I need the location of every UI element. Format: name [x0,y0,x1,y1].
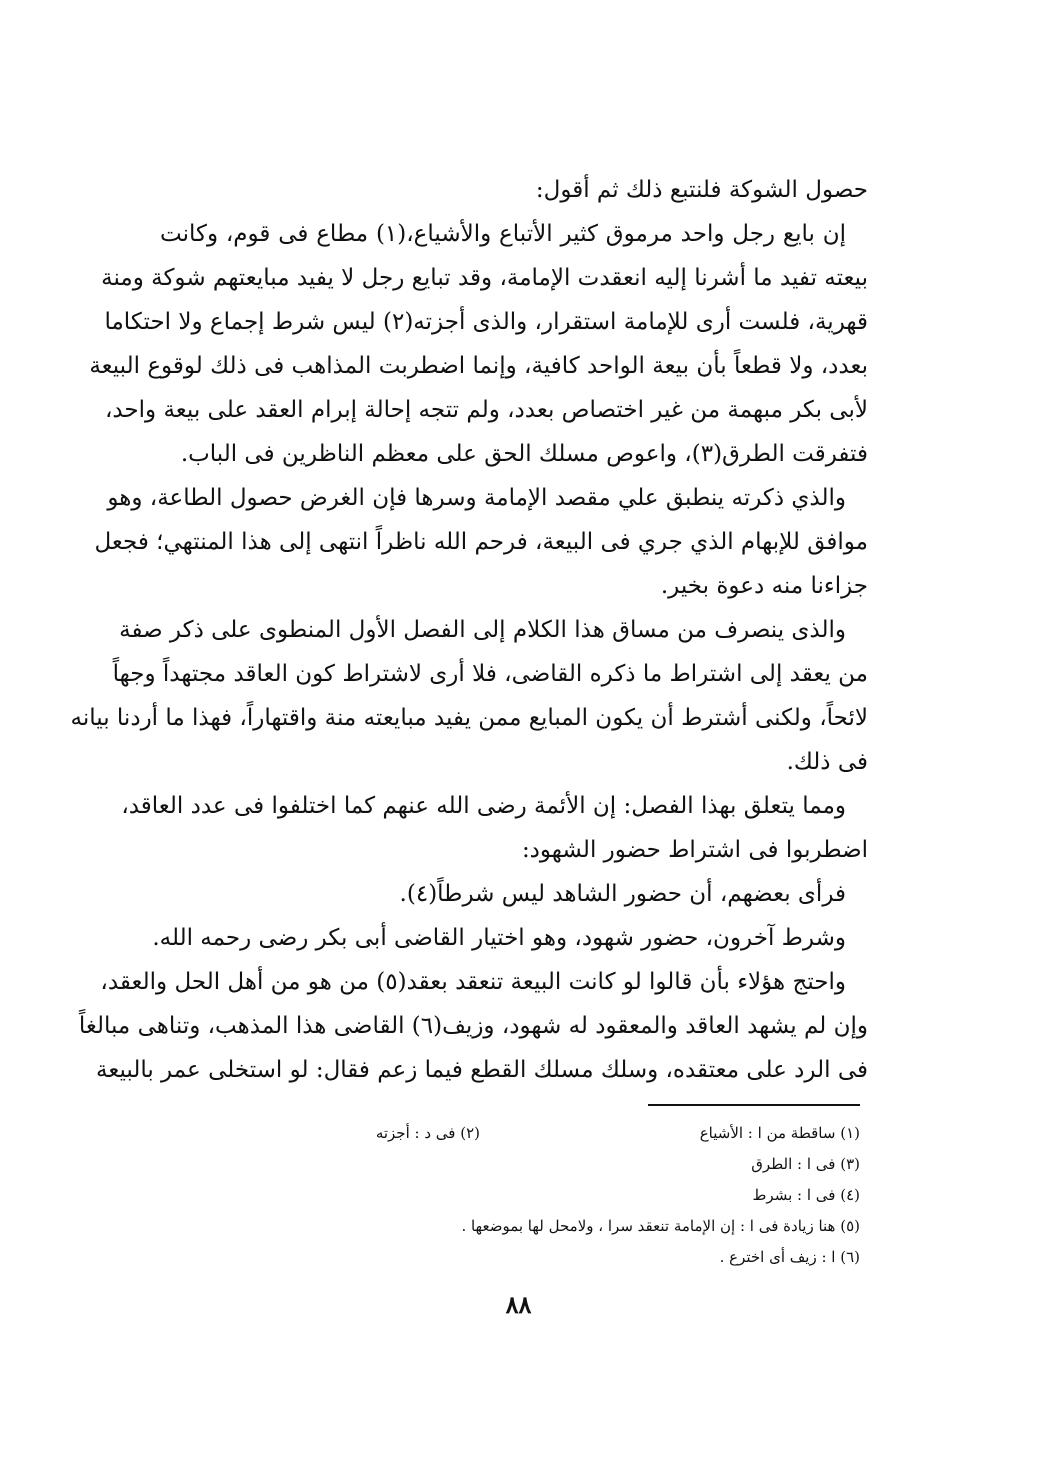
text-line: لأبى بكر مبهمة من غير اختصاص بعدد، ولم تتجه إحالة إبرام العقد على بيعة واحد، [104,397,868,423]
main-text [70,168,868,1092]
text-line: فى ذلك. [786,749,868,775]
footnote-5: (٥) هنا زيادة فى ا : إن الإمامة تنعقد سرا ، ولامحل لها بموضعها . [461,1217,860,1235]
page-body [70,168,868,1092]
footnotes [160,1118,860,1273]
page-number: ٨٨ [505,1290,532,1319]
text-line: حصول الشوكة فلنتبع ذلك ثم أقول: [535,177,868,203]
text-line: والذى ينصرف من مساق هذا الكلام إلى الفصل الأول المنطوى على ذكر صفة [119,617,846,643]
footnote-row [160,1242,860,1273]
text-line: قهرية، فلست أرى للإمامة استقرار، والذى أجزته(٢) ليس شرط إجماع ولا احتكاما [104,309,868,335]
text-line: فرأى بعضهم، أن حضور الشاهد ليس شرطاً(٤). [399,881,846,907]
text-line: اضطربوا فى اشتراط حضور الشهود: [521,837,868,863]
text-line: واحتج هؤلاء بأن قالوا لو كانت البيعة تنعقد بعقد(٥) من هو من أهل الحل والعقد، [100,969,846,995]
footnote-3: (٣) فى ا : الطرق [751,1155,860,1173]
text-line: بيعته تفيد ما أشرنا إليه انعقدت الإمامة، وقد تبايع رجل لا يفيد مبايعتهم شوكة ومنة [101,265,868,291]
footnote-row [160,1149,860,1180]
text-line: جزاءنا منه دعوة بخير. [660,573,868,599]
text-line: وإن لم يشهد العاقد والمعقود له شهود، وزيف(٦) القاضى هذا المذهب، وتناهى مبالغاً [78,1013,868,1039]
footnote-row [160,1118,860,1149]
footnote-row [160,1211,860,1242]
text-line: لائحاً، ولكنى أشترط أن يكون المبايع ممن يفيد مبايعته منة واقتهاراً، فهذا ما أردنا بيانه [70,705,868,731]
text-line: فى الرد على معتقده، وسلك مسلك القطع فيما زعم فقال: لو استخلى عمر بالبيعة [96,1057,868,1083]
text-line: وشرط آخرون، حضور شهود، وهو اختيار القاضى أبى بكر رضى رحمه الله. [152,925,846,951]
footnote-6: (٦) ا : زيف أى اخترع . [719,1248,860,1266]
text-line: فتفرقت الطرق(٣)، واعوص مسلك الحق على معظم الناظرين فى الباب. [180,441,868,467]
footnote-1: (١) ساقطة من ا : الأشياع [699,1124,860,1142]
text-line: إن بايع رجل واحد مرموق كثير الأتباع والأشياع،(١) مطاع فى قوم، وكانت [160,221,846,247]
text-line: موافق للإبهام الذي جري فى البيعة، فرحم الله ناظراً انتهى إلى هذا المنتهي؛ فجعل [94,529,868,555]
footnote-4: (٤) فى ا : بشرط [752,1186,860,1204]
footnote-row [160,1180,860,1211]
text-line: والذي ذكرته ينطبق علي مقصد الإمامة وسرها فإن الغرض حصول الطاعة، وهو [107,485,846,511]
footnote-2: (٢) فى د : أجزته [375,1124,480,1142]
footnote-divider [648,1104,860,1106]
text-line: من يعقد إلى اشتراط ما ذكره القاضى، فلا أرى لاشتراط كون العاقد مجتهداً وجهاً [112,661,868,687]
text-line: بعدد، ولا قطعاً بأن بيعة الواحد كافية، وإنما اضطربت المذاهب فى ذلك لوقوع البيعة [89,353,868,379]
text-line: ومما يتعلق بهذا الفصل: إن الأئمة رضى الله عنهم كما اختلفوا فى عدد العاقد، [121,793,846,819]
